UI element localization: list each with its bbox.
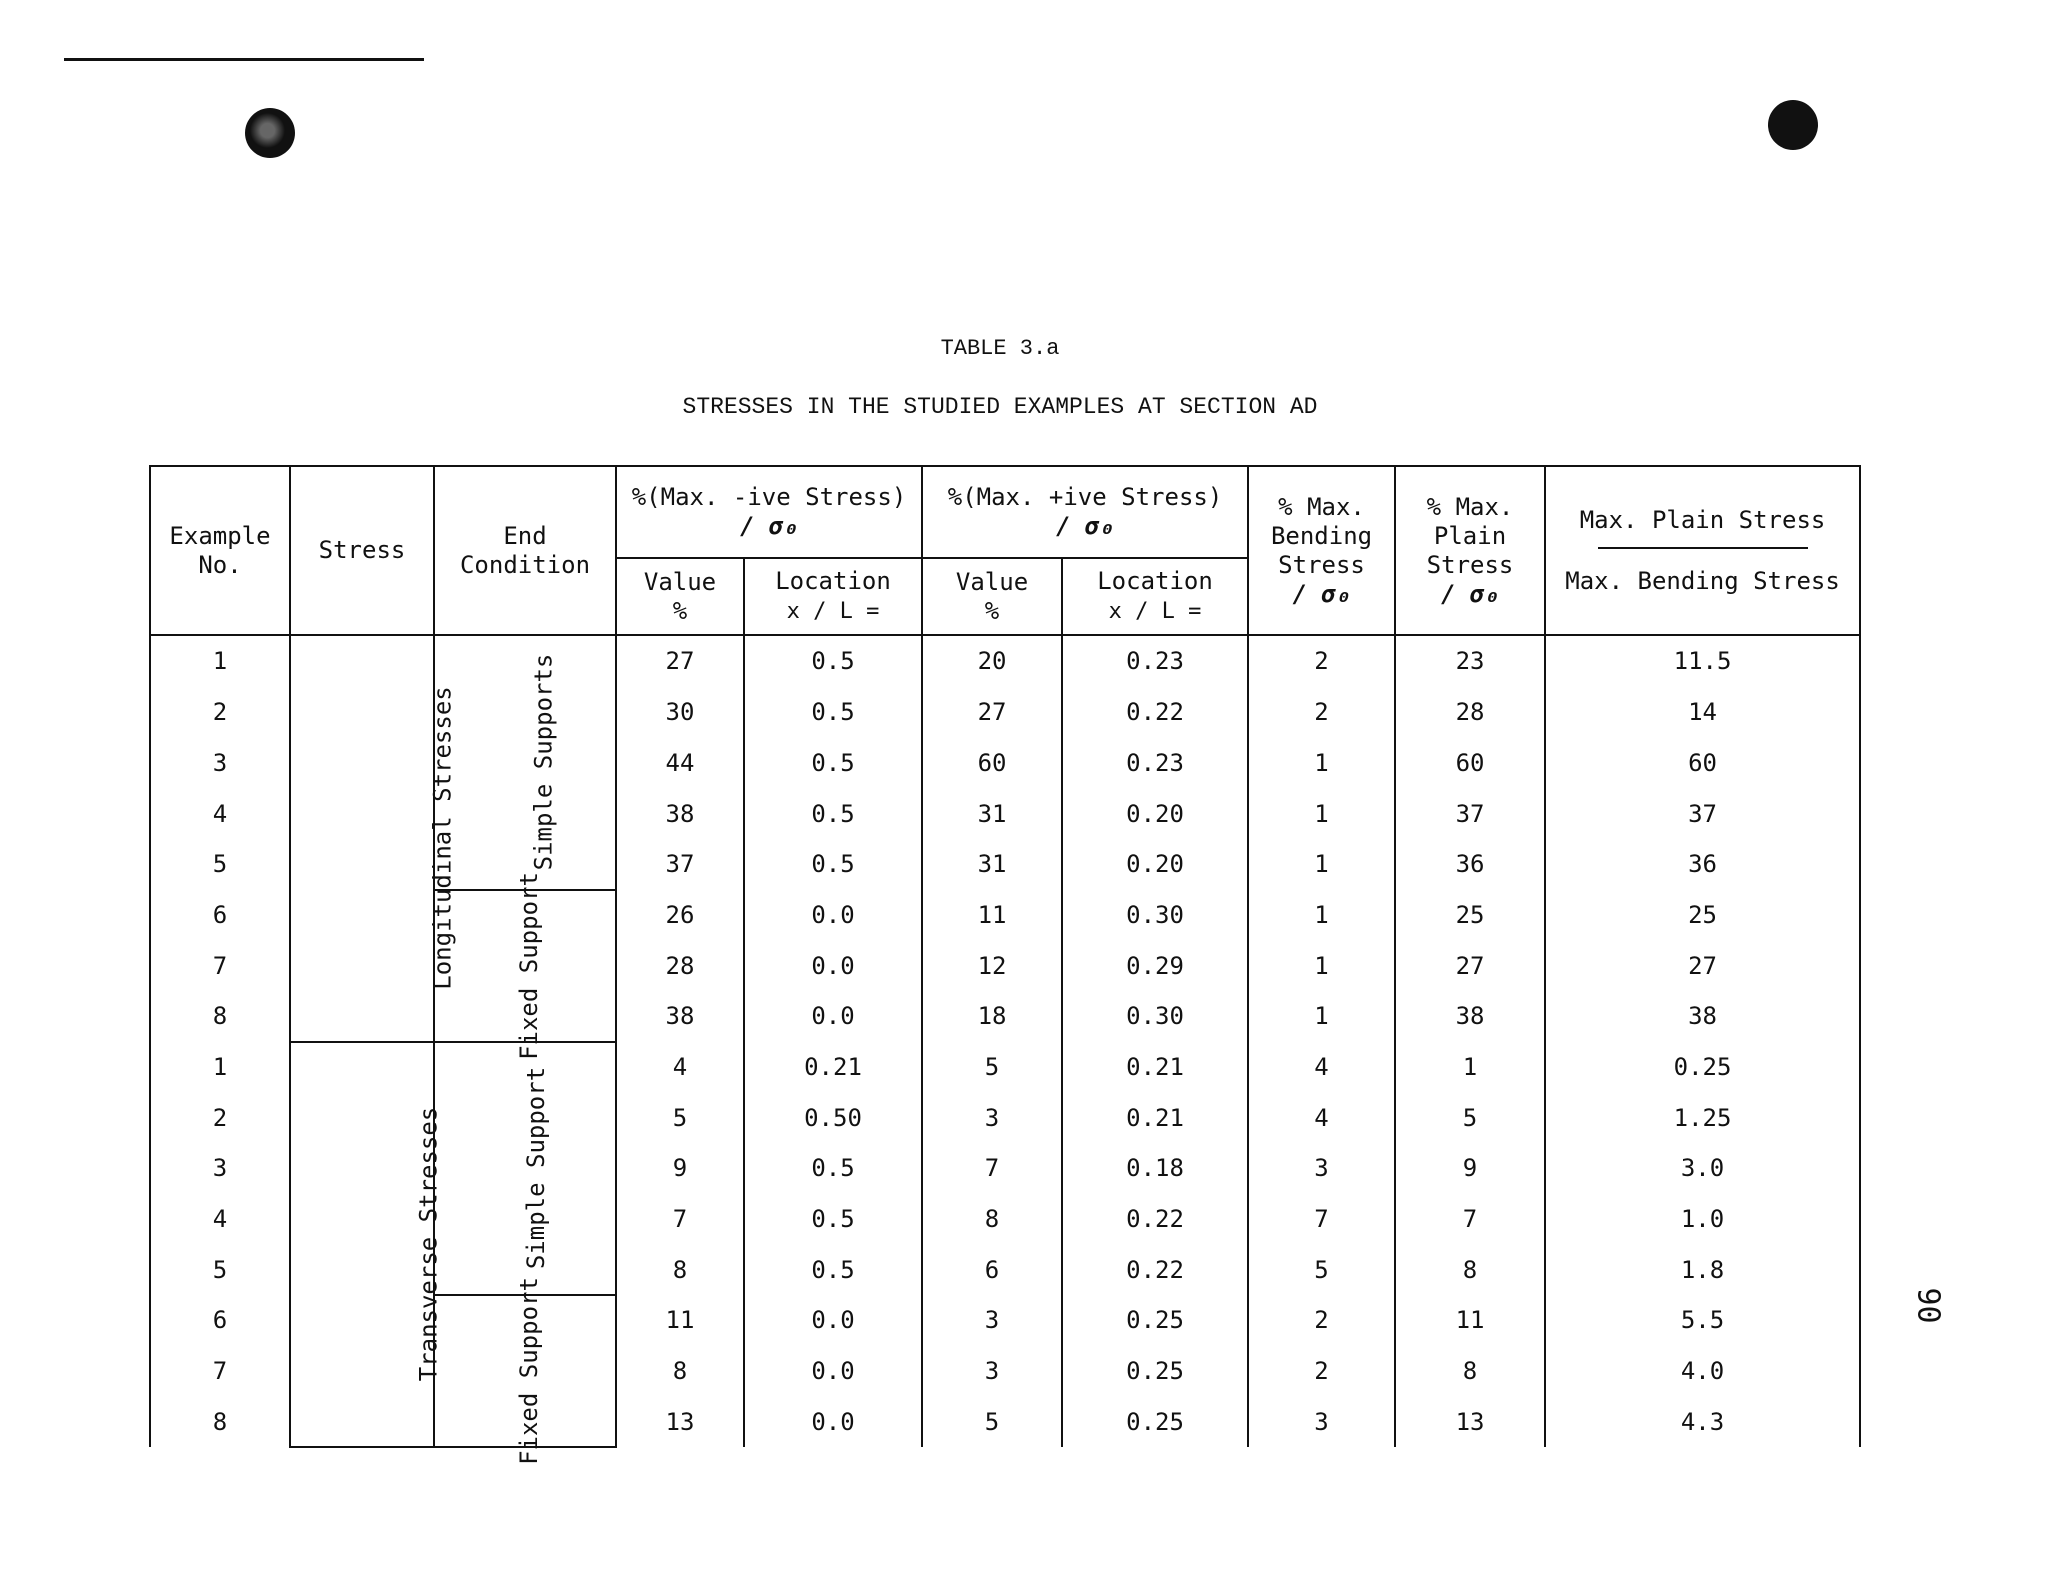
end-condition-label: Fixed Support <box>514 871 543 1060</box>
table-cell: 9 <box>616 1143 744 1194</box>
fraction-line <box>1598 547 1808 549</box>
page-number: 90 <box>1910 1287 1946 1324</box>
table-cell: 0.23 <box>1062 738 1248 789</box>
punch-hole-right <box>1768 100 1818 150</box>
sigma-zero-divisor: / σ₀ <box>1292 579 1351 608</box>
table-cell: 8 <box>616 1346 744 1397</box>
table-cell: 18 <box>922 991 1062 1042</box>
table-cell: 2 <box>1248 1346 1395 1397</box>
punch-hole-left <box>245 108 295 158</box>
table-cell: 36 <box>1545 839 1860 890</box>
table-cell: 0.25 <box>1062 1396 1248 1447</box>
header-max-bending-label: % Max. Bending Stress <box>1270 492 1373 579</box>
table-cell: 1 <box>1248 940 1395 991</box>
table-cell: 1.25 <box>1545 1092 1860 1143</box>
ratio-numerator: Max. Plain Stress <box>1579 505 1826 534</box>
table-cell: 4.3 <box>1545 1396 1860 1447</box>
header-stress: Stress <box>290 466 434 635</box>
table-cell: 27 <box>1545 940 1860 991</box>
table-cell: 38 <box>1545 991 1860 1042</box>
table-cell: 8 <box>1395 1244 1545 1295</box>
table-cell: 0.5 <box>744 788 922 839</box>
header-max-plain <box>1395 466 1545 635</box>
end-condition-cell <box>434 1042 616 1295</box>
table-cell: 1 <box>1248 890 1395 941</box>
table-cell: 0.5 <box>744 1244 922 1295</box>
table-cell: 60 <box>1545 738 1860 789</box>
end-condition-cell <box>434 871 616 1060</box>
table-cell: 0.0 <box>744 1295 922 1346</box>
sigma-zero-divisor: / σ₀ <box>1056 512 1114 540</box>
header-max-negative-stress <box>616 466 922 558</box>
table-cell: 6 <box>922 1244 1062 1295</box>
stress-type-cell <box>290 1042 443 1447</box>
table-cell: 0.5 <box>744 687 922 738</box>
table-cell: 0.5 <box>744 839 922 890</box>
table-cell: 3 <box>922 1346 1062 1397</box>
table-cell: 0.22 <box>1062 1194 1248 1245</box>
table-cell: 0.23 <box>1062 635 1248 687</box>
table-cell: 3 <box>922 1295 1062 1346</box>
table-cell: 37 <box>616 839 744 890</box>
example-number: 7 <box>150 940 290 991</box>
table-cell: 0.21 <box>1062 1092 1248 1143</box>
table-cell: 4 <box>616 1042 744 1093</box>
header-max-positive-stress-label: %(Max. +ive Stress) <box>947 483 1223 511</box>
table-cell: 0.5 <box>744 738 922 789</box>
stress-type-cell <box>290 635 457 1042</box>
table-cell: 1.0 <box>1545 1194 1860 1245</box>
example-number: 5 <box>150 1244 290 1295</box>
table-cell: 0.22 <box>1062 1244 1248 1295</box>
table-cell: 0.5 <box>744 635 922 687</box>
header-max-plain-label: % Max. Plain Stress <box>1426 492 1514 579</box>
example-number: 1 <box>150 635 290 687</box>
table-cell: 2 <box>1248 1295 1395 1346</box>
example-number: 4 <box>150 788 290 839</box>
ratio-denominator: Max. Bending Stress <box>1565 566 1840 595</box>
table-cell: 0.0 <box>744 1346 922 1397</box>
header-example-no: Example No. <box>150 466 290 635</box>
table-body <box>150 635 1860 1465</box>
header-max-bending <box>1248 466 1395 635</box>
table-cell: 0.29 <box>1062 940 1248 991</box>
table-cell: 0.18 <box>1062 1143 1248 1194</box>
table-cell: 0.30 <box>1062 991 1248 1042</box>
table-cell: 11 <box>616 1295 744 1346</box>
table-row <box>150 635 1860 687</box>
table-subtitle: STRESSES IN THE STUDIED EXAMPLES AT SECTION AD <box>682 394 1318 420</box>
table-cell: 1.8 <box>1545 1244 1860 1295</box>
table-cell: 26 <box>616 890 744 941</box>
table-cell: 2 <box>1248 687 1395 738</box>
example-number: 3 <box>150 738 290 789</box>
table-cell: 5 <box>1395 1092 1545 1143</box>
table-cell: 3.0 <box>1545 1143 1860 1194</box>
header-max-negative-stress-label: %(Max. -ive Stress) <box>631 483 907 511</box>
example-number: 5 <box>150 839 290 890</box>
table-cell: 31 <box>922 788 1062 839</box>
table-row <box>150 1042 1860 1093</box>
end-condition-label: Simple Support <box>522 1067 551 1270</box>
table-cell: 0.5 <box>744 1143 922 1194</box>
table-cell: 7 <box>616 1194 744 1245</box>
end-condition-cell <box>434 635 616 890</box>
table-cell: 0.25 <box>1062 1295 1248 1346</box>
table-cell: 38 <box>1395 991 1545 1042</box>
table-cell: 0.20 <box>1062 839 1248 890</box>
header-positive-location: Location x / L = <box>1062 558 1248 635</box>
table-cell: 1 <box>1248 991 1395 1042</box>
example-number: 2 <box>150 1092 290 1143</box>
table-cell: 3 <box>1248 1396 1395 1447</box>
table-cell: 30 <box>616 687 744 738</box>
table-cell: 0.0 <box>744 1396 922 1447</box>
table-cell: 38 <box>616 788 744 839</box>
table-cell: 4.0 <box>1545 1346 1860 1397</box>
table-cell: 0.25 <box>1062 1346 1248 1397</box>
end-condition-cell <box>434 1277 616 1465</box>
table-cell: 37 <box>1395 788 1545 839</box>
example-number: 8 <box>150 991 290 1042</box>
table-cell: 60 <box>922 738 1062 789</box>
table-cell: 7 <box>1395 1194 1545 1245</box>
table-cell: 27 <box>616 635 744 687</box>
table-cell: 31 <box>922 839 1062 890</box>
table-cell: 0.5 <box>744 1194 922 1245</box>
table-cell: 60 <box>1395 738 1545 789</box>
table-cell: 27 <box>922 687 1062 738</box>
example-number: 1 <box>150 1042 290 1093</box>
table-cell: 36 <box>1395 839 1545 890</box>
table-cell: 5 <box>616 1092 744 1143</box>
table-cell: 5 <box>1248 1244 1395 1295</box>
table-cell: 8 <box>1395 1346 1545 1397</box>
table-cell: 11.5 <box>1545 635 1860 687</box>
table-cell: 1 <box>1248 738 1395 789</box>
table-cell: 4 <box>1248 1042 1395 1093</box>
table-cell: 1 <box>1248 839 1395 890</box>
table-cell: 0.25 <box>1545 1042 1860 1093</box>
stress-type-label: Longitudinal Stresses <box>428 686 457 990</box>
table-cell: 9 <box>1395 1143 1545 1194</box>
end-condition-label: Fixed Support <box>514 1277 543 1465</box>
table-cell: 13 <box>616 1396 744 1447</box>
table-cell: 8 <box>922 1194 1062 1245</box>
header-end-condition: End Condition <box>434 466 616 635</box>
table-cell: 25 <box>1395 890 1545 941</box>
table-cell: 5.5 <box>1545 1295 1860 1346</box>
table-cell: 28 <box>616 940 744 991</box>
table-cell: 44 <box>616 738 744 789</box>
example-number: 4 <box>150 1194 290 1245</box>
example-number: 6 <box>150 1295 290 1346</box>
table-cell: 12 <box>922 940 1062 991</box>
header-negative-location: Location x / L = <box>744 558 922 635</box>
table-cell: 0.0 <box>744 890 922 941</box>
table-cell: 23 <box>1395 635 1545 687</box>
table-cell: 0.22 <box>1062 687 1248 738</box>
table-cell: 27 <box>1395 940 1545 991</box>
table-cell: 0.21 <box>1062 1042 1248 1093</box>
table-cell: 0.0 <box>744 991 922 1042</box>
end-condition-label: Simple Supports <box>529 653 558 871</box>
header-negative-value: Value % <box>616 558 744 635</box>
table-cell: 11 <box>1395 1295 1545 1346</box>
example-number: 8 <box>150 1396 290 1447</box>
header-stress-ratio <box>1545 466 1860 635</box>
table-cell: 20 <box>922 635 1062 687</box>
table-cell: 0.0 <box>744 940 922 991</box>
table-cell: 8 <box>616 1244 744 1295</box>
table-cell: 28 <box>1395 687 1545 738</box>
table-cell: 4 <box>1248 1092 1395 1143</box>
header-positive-value: Value % <box>922 558 1062 635</box>
table-cell: 14 <box>1545 687 1860 738</box>
stress-type-label: Transverse Stresses <box>414 1106 443 1382</box>
table-cell: 0.21 <box>744 1042 922 1093</box>
table-cell: 7 <box>922 1143 1062 1194</box>
table-cell: 1 <box>1248 788 1395 839</box>
table-cell: 1 <box>1395 1042 1545 1093</box>
table-cell: 7 <box>1248 1194 1395 1245</box>
header-max-positive-stress <box>922 466 1248 558</box>
table-cell: 2 <box>1248 635 1395 687</box>
example-number: 2 <box>150 687 290 738</box>
table-cell: 0.30 <box>1062 890 1248 941</box>
table-cell: 13 <box>1395 1396 1545 1447</box>
top-rule <box>64 58 424 61</box>
example-number: 3 <box>150 1143 290 1194</box>
table-cell: 5 <box>922 1042 1062 1093</box>
table-cell: 3 <box>922 1092 1062 1143</box>
table-cell: 5 <box>922 1396 1062 1447</box>
sigma-zero-divisor: / σ₀ <box>1441 579 1499 608</box>
example-number: 7 <box>150 1346 290 1397</box>
stress-table <box>149 465 1861 1465</box>
table-cell: 3 <box>1248 1143 1395 1194</box>
table-title: TABLE 3.a <box>940 336 1060 361</box>
table-cell: 25 <box>1545 890 1860 941</box>
table-cell: 0.20 <box>1062 788 1248 839</box>
table-cell: 37 <box>1545 788 1860 839</box>
example-number: 6 <box>150 890 290 941</box>
table-cell: 0.50 <box>744 1092 922 1143</box>
table-cell: 11 <box>922 890 1062 941</box>
table-cell: 38 <box>616 991 744 1042</box>
sigma-zero-divisor: / σ₀ <box>740 512 798 540</box>
